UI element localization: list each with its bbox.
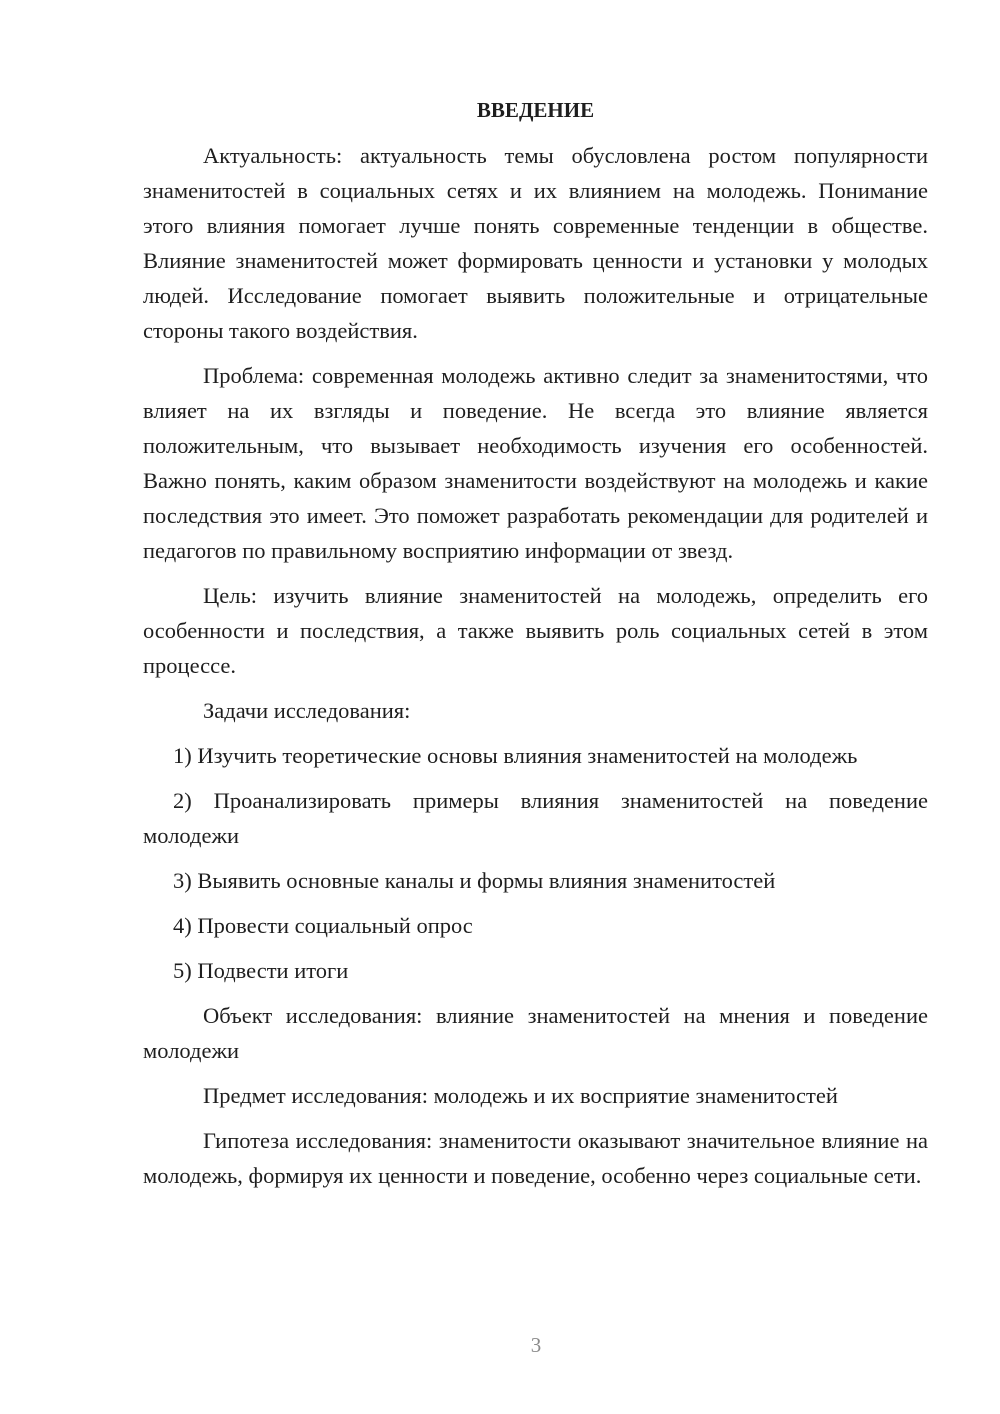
paragraph-hypothesis: Гипотеза исследования: знаменитости оказывают значительное влияние на молодежь, формируя их ценности и поведение, особенно через социальные сети.	[143, 1128, 928, 1188]
page-number: 3	[530, 1333, 542, 1357]
task-item-4: 4) Провести социальный опрос	[173, 913, 473, 938]
paragraph-object: Объект исследования: влияние знаменитостей на мнения и поведение молодежи	[143, 1003, 928, 1063]
task-item-2: 2) Проанализировать примеры влияния знаменитостей на поведение молодежи	[143, 788, 928, 848]
paragraph-problem: Проблема: современная молодежь активно следит за знаменитостями, что влияет на их взгляды и поведение. Не всегда это влияние является положительным, что вызывает необходимость изучения его особенностей. Важно понять, каким образом знаменитости воздействуют на молодежь и какие последствия это имеет. Это поможет разработать рекомендации для родителей и педагогов по правильному восприятию информации от звезд.	[143, 363, 928, 563]
paragraph-tasks-heading: Задачи исследования:	[203, 698, 411, 723]
paragraph-relevance: Актуальность: актуальность темы обусловлена ростом популярности знаменитостей в социальных сетях и их влиянием на молодежь. Понимание этого влияния помогает лучше понять современные тенденции в обществе. Влияние знаменитостей может формировать ценности и установки у молодых людей. Исследование помогает выявить положительные и отрицательные стороны такого воздействия.	[143, 143, 928, 343]
document-page	[143, 93, 928, 1203]
paragraph-subject: Предмет исследования: молодежь и их восприятие знаменитостей	[203, 1083, 838, 1108]
task-item-3: 3) Выявить основные каналы и формы влияния знаменитостей	[173, 868, 776, 893]
task-item-1: 1) Изучить теоретические основы влияния знаменитостей на молодежь	[173, 743, 858, 768]
task-item-5: 5) Подвести итоги	[173, 958, 349, 983]
section-title: ВВЕДЕНИЕ	[476, 98, 595, 122]
paragraph-goal: Цель: изучить влияние знаменитостей на молодежь, определить его особенности и последствия, а также выявить роль социальных сетей в этом процессе.	[143, 583, 928, 678]
